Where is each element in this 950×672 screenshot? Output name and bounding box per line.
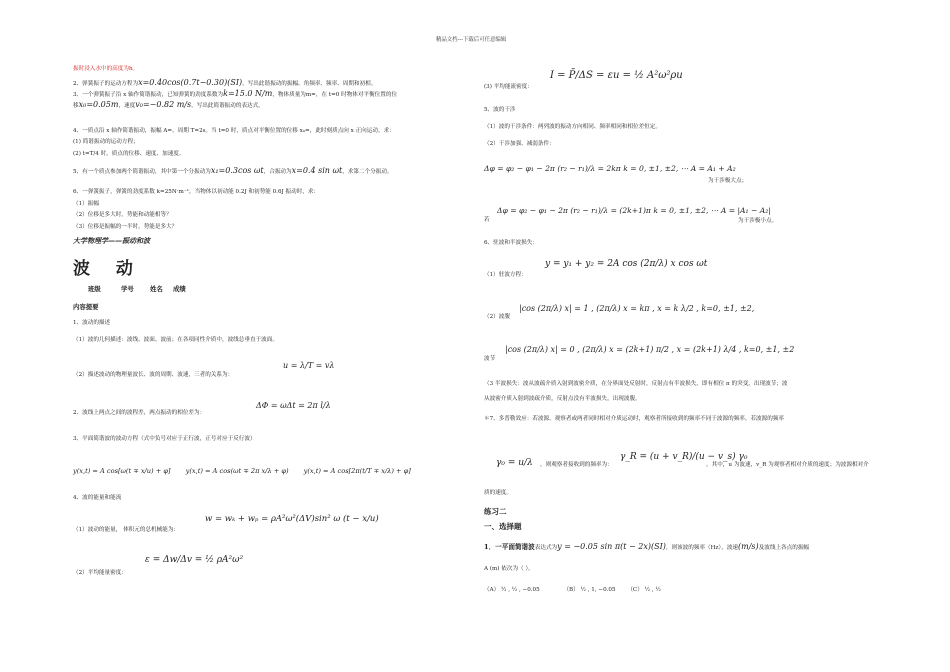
page-header: 精品文档---下载后可任意编辑 (436, 37, 507, 43)
section-3: 3、平面简谐波的波动方程（式中负号对应于正行波，正号对应于反行波） (73, 436, 256, 442)
problem-2: 2、弹簧振子的运动方程为x=0.40cos(0.7t−0.30)(SI)，写出此谐振动的振幅、角频率、频率、周期和初相。 (73, 78, 377, 87)
first-component-equation: x₁=0.3cos ωt (210, 166, 264, 175)
interference-strength: （2）干涉加强、减弱条件： (484, 141, 555, 147)
field-score: 成绩 (173, 285, 186, 293)
field-student-id: 学号 (121, 285, 134, 293)
interference-heading: 5、波的干涉 (484, 107, 516, 113)
option-c[interactable]: （C） ½ , ½ (627, 587, 661, 593)
option-a[interactable]: （A） ½ , ½ , −0.05 (484, 587, 540, 593)
doppler-end-2: 质的速度。 (484, 490, 512, 496)
problem-4-part2: (2) t=T/4 时，质点的位移、速度、加速度。 (73, 151, 185, 157)
course-title: 大学物理学——振动和波 (73, 236, 150, 245)
question-1-equation: y = −0.05 sin π(t − 2x)(SI) (557, 542, 666, 551)
info-fields (88, 285, 186, 293)
question-1-options (484, 587, 661, 594)
problem-6-part1: （1）振幅 (73, 201, 99, 207)
antinode-label: （2）波腹 (484, 314, 510, 320)
wave-equation-2: y(x,t) = A cos(ωt ∓ 2π x/λ + φ) (185, 467, 289, 475)
standing-wave-heading: 6、驻波和半波损失： (484, 240, 538, 246)
chapter-title: 波 动 (73, 259, 143, 279)
section-2: 2、波线上两点之间的波程差，两点振动的相位差为： (73, 410, 206, 416)
constructive-note: 为干涉极大点； (708, 178, 748, 184)
half-wave-loss-1: （3 半波损失：波从波疏介质入射到波密介质，在分界面处反射时，反射点有半波损失，即有相位 π 的突变，出现波节；波 (484, 381, 788, 387)
wave-equations (73, 458, 411, 477)
section-4-1: （1）波动的能量， 体积元的总机械能为： (73, 527, 180, 533)
section-1-1: （1）波的几何描述：波线、波面、波前；在各项同性介质中，波线总垂直于波面。 (73, 337, 278, 343)
initial-displacement: x₀=0.05m (78, 100, 119, 109)
wavelength-relation: u = λ/T = vλ (283, 361, 335, 370)
problem-2-equation: x=0.40cos(0.7t−0.30)(SI) (138, 78, 243, 87)
exercise-title: 练习二 (484, 507, 507, 516)
red-note: 振时浸入水中的高度为h。 (73, 66, 139, 72)
problem-6: 6、一弹簧振子，弹簧的劲度系数 k=25N·m⁻¹，当物体以初动能 0.2J 和初势能 0.6J 振动时，求： (73, 189, 320, 195)
total-energy-equation: w = wₖ + wₚ = ρA²ω²(ΔV)sin² ω (t − x/u) (205, 514, 379, 524)
phase-difference: ΔΦ = ωΔt = 2π l/λ (256, 401, 331, 410)
field-name: 姓名 (150, 285, 163, 293)
antinode-condition: |cos (2π/λ) x| = 1 , (2π/λ) x = kπ , x = k λ/2 , k=0, ±1, ±2, (519, 304, 755, 313)
section-4: 4、波的能量和能流 (73, 495, 122, 501)
problem-6-part3: （3）位移是振幅的一半时，势能是多大？ (73, 224, 178, 230)
doppler-middle: ，则观察者接收到的频率为： (540, 462, 613, 468)
problem-5: 5、有一个质点参加两个简谐振动，其中第一个分振动为x₁=0.3cos ωt，合振动为x=0.4 sin ωt，求第二个分振动。 (73, 166, 393, 175)
half-wave-loss-2: 从波密介质入射到波疏介质，反射点没有半波损失，出现波腹。 (484, 396, 641, 402)
field-class: 班级 (88, 285, 101, 293)
spring-constant: k=15.0 N/m (223, 89, 273, 98)
velocity-unit: (m/s) (738, 542, 759, 551)
wave-equation-3: y(x,t) = A cos[2π(t/T ∓ x/λ) + φ] (303, 467, 411, 475)
multiple-choice-heading: 一、选择题 (484, 522, 522, 531)
standing-wave-equation: y = y₁ + y₂ = 2A cos (2π/λ) x cos ωt (545, 259, 708, 269)
intensity-label: (3) 平均能流密度： (484, 84, 533, 90)
doppler-end: 。其中，u 为波速，v_R 为观察者相对介质的速度；为波源相对介 (706, 462, 869, 468)
destructive-condition: Δφ = φ₂ − φ₁ − 2π (r₂ − r₁)/λ = (2k+1)π k = 0, ±1, ±2, ⋯ A = |A₁ − A₂| (497, 206, 771, 215)
energy-density-equation: ε = Δw/Δv = ½ ρA²ω² (145, 555, 244, 565)
problem-4: 4、一质点沿 x 轴作简谐振动，振幅 A=，周期 T=2s。当 t=0 时，质点对平衡位置的位移 x₀=，此时刻质点向 x 正向运动。求： (73, 128, 395, 134)
section-4-2: （2）平均能量密度： (73, 570, 127, 576)
intensity-equation: I = P̄/ΔS = εu = ½ A²ω²ρu (550, 70, 683, 81)
question-1-cont: A (m) 依次为（ ）。 (484, 566, 534, 572)
question-1: 1．一平面简谐波表达式为y = −0.05 sin π(t − 2x)(SI)，则该波的频率（Hz），波速(m/s)及波线上各点的振幅 (484, 542, 810, 551)
problem-3-line1: 3、一个弹簧振子沿 x 轴作简谐振动，已知弹簧的劲度系数为k=15.0 N/m，物体质量为m=，在 t=0 时物体对平衡位置的位 (73, 89, 398, 98)
node-label: 波节 (484, 356, 496, 362)
section-1-2: （2）描述波动的物理量波长、波的周期、波速，三者的关系为： (73, 372, 234, 378)
constructive-condition: Δφ = φ₂ − φ₁ − 2π (r₂ − r₁)/λ = 2kπ k = 0, ±1, ±2, ⋯ A = A₁ + A₂ (484, 164, 736, 173)
if-label: 若 (484, 217, 490, 223)
wave-equation-1: y(x,t) = A cos[ω(t ∓ x/u) + φ] (73, 467, 171, 475)
doppler-intro: ＊7、多普勒效应：若波源、观察者或两者同时相对介质运动时，观察者所接收到的频率不同于波源的频率。若波源的频率 (484, 416, 785, 422)
section-1: 1、波动的描述 (73, 320, 111, 326)
problem-3-line2: 移x₀=0.05m，速度v₀=−0.82 m/s，写出此简谐振动的表达式。 (73, 100, 264, 109)
problem-4-part1: (1) 简谐振动的运动方程； (73, 139, 139, 145)
source-frequency: γ₀ = u/λ (496, 458, 533, 468)
resultant-equation: x=0.4 sin ωt (291, 166, 343, 175)
option-b[interactable]: （B） ½ , 1, −0.05 (563, 587, 616, 593)
node-condition: |cos (2π/λ) x| = 0 , (2π/λ) x = (2k+1) π/2 , x = (2k+1) λ/4 , k=0, ±1, ±2 (505, 345, 795, 354)
interference-condition: （1）波的干涉条件：两列波的振动方向相同、频率相同和相位差恒定。 (484, 124, 661, 130)
standing-wave-label: （1）驻波方程： (484, 272, 527, 278)
initial-velocity: v₀=−0.82 m/s (135, 100, 192, 109)
destructive-note: 为干涉极小点。 (738, 218, 778, 224)
problem-6-part2: （2）位移是多大时，势能和动能相等？ (73, 212, 172, 218)
observed-frequency: γ_R = (u + v_R)/(u − v_s) γ₀ (620, 452, 748, 462)
summary-heading: 内容提要 (73, 303, 99, 311)
